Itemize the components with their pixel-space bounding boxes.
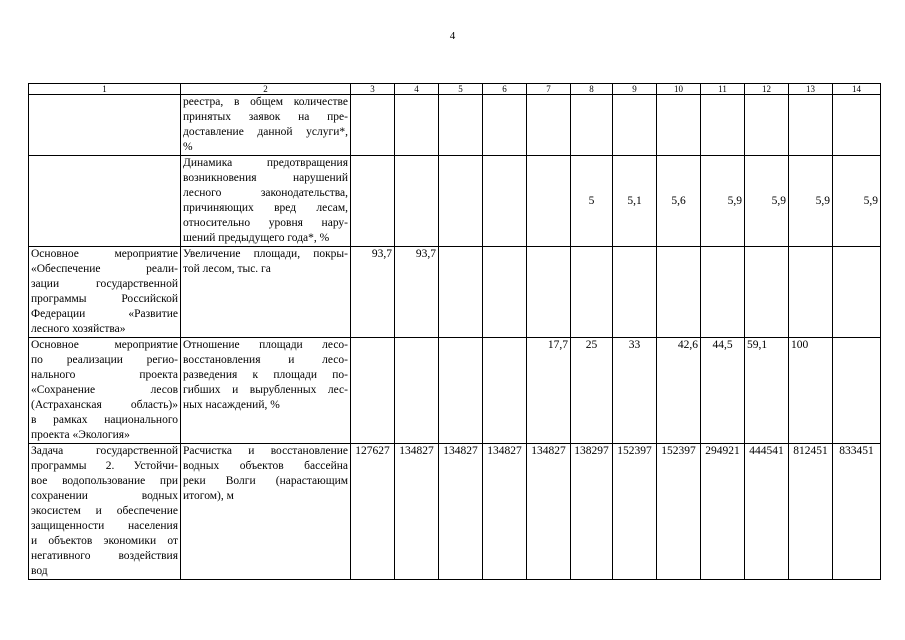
text-line: итогом), м: [183, 490, 234, 502]
value-cell: 93,7: [351, 247, 395, 338]
text-line: восстановления и лесо-: [183, 354, 348, 366]
text-line: Увеличение площади, покры-: [183, 248, 348, 260]
value-cell: [527, 156, 571, 247]
page-number: 4: [449, 30, 456, 42]
value-cell: [439, 247, 483, 338]
value-cell: 5,9: [789, 156, 833, 247]
value-cell: [745, 247, 789, 338]
value-cell: 134827: [527, 444, 571, 580]
value-cell: 42,6: [657, 338, 701, 444]
text-line: той лесом, тыс. га: [183, 263, 271, 275]
header-cell: 4: [395, 84, 439, 95]
header-cell: 11: [701, 84, 745, 95]
value-cell: [483, 247, 527, 338]
value-cell: 5,6: [657, 156, 701, 247]
value-cell: 5,9: [833, 156, 881, 247]
table-row: [29, 156, 881, 247]
header-cell: 6: [483, 84, 527, 95]
value-cell: 833451: [833, 444, 881, 580]
text-line: вое водопользование при: [31, 475, 178, 487]
text-line: негативного воздействия: [31, 550, 178, 562]
header-cell: 13: [789, 84, 833, 95]
value-cell: [657, 247, 701, 338]
header-row: [29, 84, 881, 95]
text-line: (Астраханская область)»: [31, 399, 178, 411]
text-line: шений предыдущего года*, %: [183, 232, 330, 244]
data-table: [28, 83, 881, 580]
table-row: [29, 95, 881, 156]
value-cell: [833, 95, 881, 156]
text-line: сохранении водных: [31, 490, 178, 502]
text-line: лесного законодательства,: [183, 187, 348, 199]
value-cell: 134827: [483, 444, 527, 580]
text-line: защищенности населения: [31, 520, 178, 532]
text-line: относительно уровня нару-: [183, 217, 348, 229]
text-line: «Обеспечение реали-: [31, 263, 178, 275]
indicator-cell: [181, 247, 351, 338]
text-line: принятых заявок на пре-: [183, 111, 348, 123]
header-cell: 9: [613, 84, 657, 95]
value-cell: 5,9: [701, 156, 745, 247]
text-line: реестра, в общем количестве: [183, 96, 348, 108]
value-cell: [351, 156, 395, 247]
header-cell: 5: [439, 84, 483, 95]
value-cell: 5: [571, 156, 613, 247]
measure-cell: [29, 95, 181, 156]
indicator-cell: [181, 95, 351, 156]
value-cell: [833, 247, 881, 338]
value-cell: [439, 156, 483, 247]
table-row: [29, 444, 881, 580]
value-cell: 44,5: [701, 338, 745, 444]
value-cell: [571, 95, 613, 156]
header-cell: 1: [29, 84, 181, 95]
value-cell: [395, 338, 439, 444]
indicator-cell: [181, 444, 351, 580]
value-cell: 444541: [745, 444, 789, 580]
text-line: гибших и вырубленных лес-: [183, 384, 348, 396]
text-line: Отношение площади лесо-: [183, 339, 348, 351]
indicator-cell: [181, 338, 351, 444]
header-cell: 10: [657, 84, 701, 95]
value-cell: [571, 247, 613, 338]
value-cell: 33: [613, 338, 657, 444]
header-cell: 14: [833, 84, 881, 95]
text-line: разведения к площади по-: [183, 369, 348, 381]
text-line: ных насаждений, %: [183, 399, 280, 411]
text-line: водных объектов бассейна: [183, 460, 348, 472]
value-cell: [527, 95, 571, 156]
value-cell: [439, 95, 483, 156]
value-cell: 127627: [351, 444, 395, 580]
text-line: в рамках национального: [31, 414, 178, 426]
value-cell: 294921: [701, 444, 745, 580]
value-cell: [613, 95, 657, 156]
measure-cell: [29, 444, 181, 580]
measure-cell: [29, 247, 181, 338]
value-cell: [657, 95, 701, 156]
value-cell: 5,9: [745, 156, 789, 247]
measure-cell: [29, 338, 181, 444]
text-line: зации государственной: [31, 278, 178, 290]
text-line: вод: [31, 565, 48, 577]
text-line: программы Российской: [31, 293, 178, 305]
value-cell: [527, 247, 571, 338]
value-cell: 59,1: [745, 338, 789, 444]
text-line: Федерации «Развитие: [31, 308, 178, 320]
header-cell: 3: [351, 84, 395, 95]
text-line: доставление данной услуги*,: [183, 126, 348, 138]
text-line: и объектов экономики от: [31, 535, 178, 547]
value-cell: 134827: [395, 444, 439, 580]
value-cell: 152397: [613, 444, 657, 580]
text-line: причиняющих вред лесам,: [183, 202, 348, 214]
value-cell: [701, 247, 745, 338]
text-line: экосистем и обеспечение: [31, 505, 178, 517]
text-line: программы 2. Устойчи-: [31, 460, 178, 472]
value-cell: [395, 156, 439, 247]
text-line: лесного хозяйства»: [31, 323, 126, 335]
text-line: Динамика предотвращения: [183, 157, 348, 169]
header-cell: 8: [571, 84, 613, 95]
value-cell: [351, 338, 395, 444]
value-cell: [745, 95, 789, 156]
value-cell: [483, 156, 527, 247]
value-cell: 93,7: [395, 247, 439, 338]
value-cell: [351, 95, 395, 156]
text-line: возникновения нарушений: [183, 172, 348, 184]
table-row: [29, 247, 881, 338]
value-cell: [439, 338, 483, 444]
value-cell: [833, 338, 881, 444]
text-line: «Сохранение лесов: [31, 384, 178, 396]
value-cell: [395, 95, 439, 156]
text-line: проекта «Экология»: [31, 429, 130, 441]
value-cell: [701, 95, 745, 156]
value-cell: 812451: [789, 444, 833, 580]
value-cell: 138297: [571, 444, 613, 580]
text-line: %: [183, 141, 193, 153]
table-row: [29, 338, 881, 444]
value-cell: 5,1: [613, 156, 657, 247]
value-cell: 25: [571, 338, 613, 444]
indicator-cell: [181, 156, 351, 247]
header-cell: 7: [527, 84, 571, 95]
text-line: Задача государственной: [31, 445, 178, 457]
header-cell: 2: [181, 84, 351, 95]
value-cell: [613, 247, 657, 338]
value-cell: 100: [789, 338, 833, 444]
text-line: Основное мероприятие: [31, 248, 178, 260]
measure-cell: [29, 156, 181, 247]
text-line: Расчистка и восстановление: [183, 445, 348, 457]
value-cell: [483, 95, 527, 156]
value-cell: [483, 338, 527, 444]
header-cell: 12: [745, 84, 789, 95]
text-line: нального проекта: [31, 369, 178, 381]
value-cell: 134827: [439, 444, 483, 580]
text-line: по реализации регио-: [31, 354, 178, 366]
text-line: Основное мероприятие: [31, 339, 178, 351]
value-cell: 17,7: [527, 338, 571, 444]
value-cell: 152397: [657, 444, 701, 580]
value-cell: [789, 95, 833, 156]
value-cell: [789, 247, 833, 338]
text-line: реки Волги (нарастающим: [183, 475, 348, 487]
